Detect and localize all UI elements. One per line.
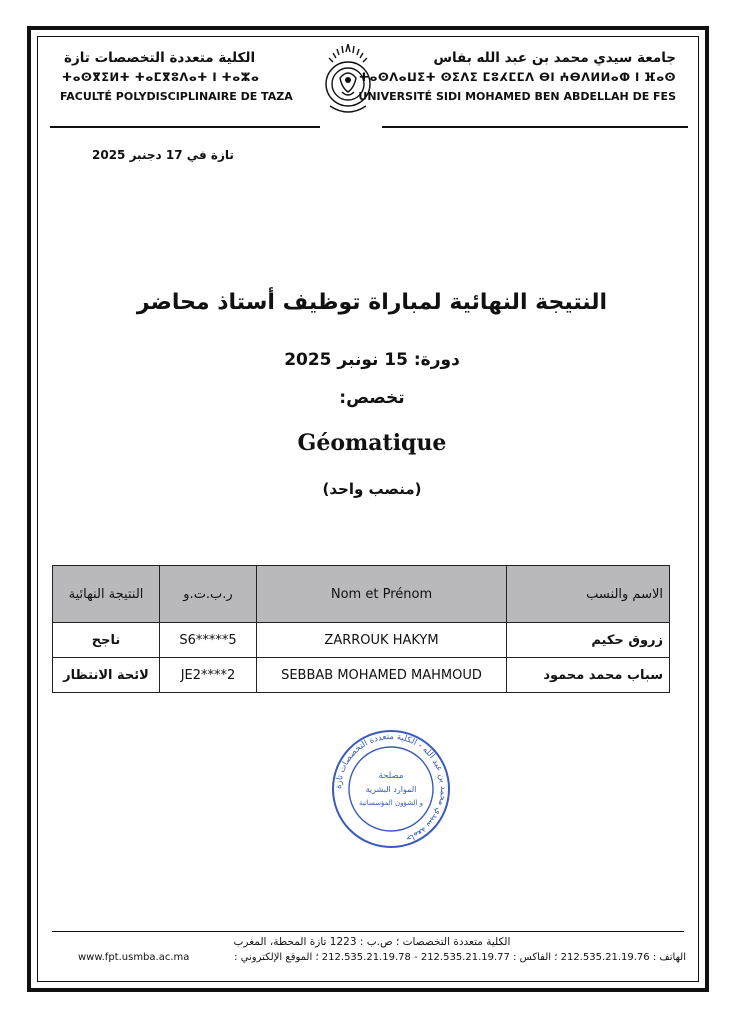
table-row xyxy=(53,623,670,658)
name-fr-cell: ZARROUK HAKYM xyxy=(257,623,507,658)
session-date: دورة: 15 نونبر 2025 xyxy=(284,350,460,370)
document-title: النتيجة النهائية لمباراة توظيف أستاذ محاضر xyxy=(136,290,608,315)
result-cell: ناجح xyxy=(53,623,160,658)
faculty-name-french: FACULTÉ POLYDISCIPLINAIRE DE TAZA xyxy=(60,90,293,103)
speciality-value: Géomatique xyxy=(297,430,447,456)
university-name-arabic: جامعة سيدي محمد بن عبد الله بفاس xyxy=(433,50,676,66)
stamp-ring-text: جامعة سيدي محمد بن عبد الله - الكلية متعددة التخصصات تازة xyxy=(333,731,449,844)
university-emblem-icon xyxy=(316,40,380,120)
result-cell: لائحة الانتظار xyxy=(53,658,160,693)
name-ar-cell: زروق حكيم xyxy=(507,623,670,658)
official-stamp xyxy=(326,728,456,850)
footer-rule xyxy=(52,931,684,932)
stamp-line-1: مصلحة xyxy=(378,771,404,781)
cin-cell: S6*****5 xyxy=(160,623,257,658)
header-rule-right xyxy=(382,126,688,128)
footer-website[interactable]: www.fpt.usmba.ac.ma xyxy=(78,952,190,963)
cin-cell: JE2****2 xyxy=(160,658,257,693)
name-ar-cell: سباب محمد محمود xyxy=(507,658,670,693)
stamp-line-2: الموارد البشرية xyxy=(365,785,417,794)
header-name-ar: الاسم والنسب xyxy=(507,566,670,623)
results-table xyxy=(52,565,670,693)
university-name-french: UNIVERSITÉ SIDI MOHAMED BEN ABDELLAH DE FES xyxy=(358,90,676,103)
faculty-name-arabic: الكلية متعددة التخصصات تازة xyxy=(64,50,256,66)
header-name-fr: Nom et Prénom xyxy=(257,566,507,623)
name-fr-cell: SEBBAB MOHAMED MAHMOUD xyxy=(257,658,507,693)
faculty-name-tifinagh: ⵜⴰⵙⴳⵉⵍⵜ ⵜⴰⵎⴳⵓⴷⴰⵜ ⵏ ⵜⴰⵣⴰ xyxy=(62,70,260,84)
footer-contact: الهاتف : 212.535.21.19.76 ؛ الفاكس : 212.535.21.19.77 - 212.535.21.19.78 ؛ الموقع الإلكتروني : xyxy=(234,952,686,963)
speciality-label: تخصص: xyxy=(339,388,405,408)
footer-address: الكلية متعددة التخصصات ؛ ص.ب : 1223 تازة المحطة، المغرب xyxy=(233,936,511,948)
issue-date: تازة في 17 دجنبر 2025 xyxy=(92,148,234,162)
header-cin: ر.ب.ت.و xyxy=(160,566,257,623)
header-rule-left xyxy=(50,126,320,128)
table-row xyxy=(53,658,670,693)
table-header-row xyxy=(53,566,670,623)
university-name-tifinagh: ⵜⴰⵙⴷⴰⵡⵉⵜ ⵙⵉⴷⵉ ⵎⵓⵃⵎⵎⴷ ⴱⵏ ⵄⴱⴷⵍⵍⴰⵀ ⵏ ⴼⴰⵙ xyxy=(358,70,676,84)
header-result: النتيجة النهائية xyxy=(53,566,160,623)
stamp-line-3: و الشؤون المؤسساتية xyxy=(358,799,424,807)
positions-count: (منصب واحد) xyxy=(322,480,422,498)
